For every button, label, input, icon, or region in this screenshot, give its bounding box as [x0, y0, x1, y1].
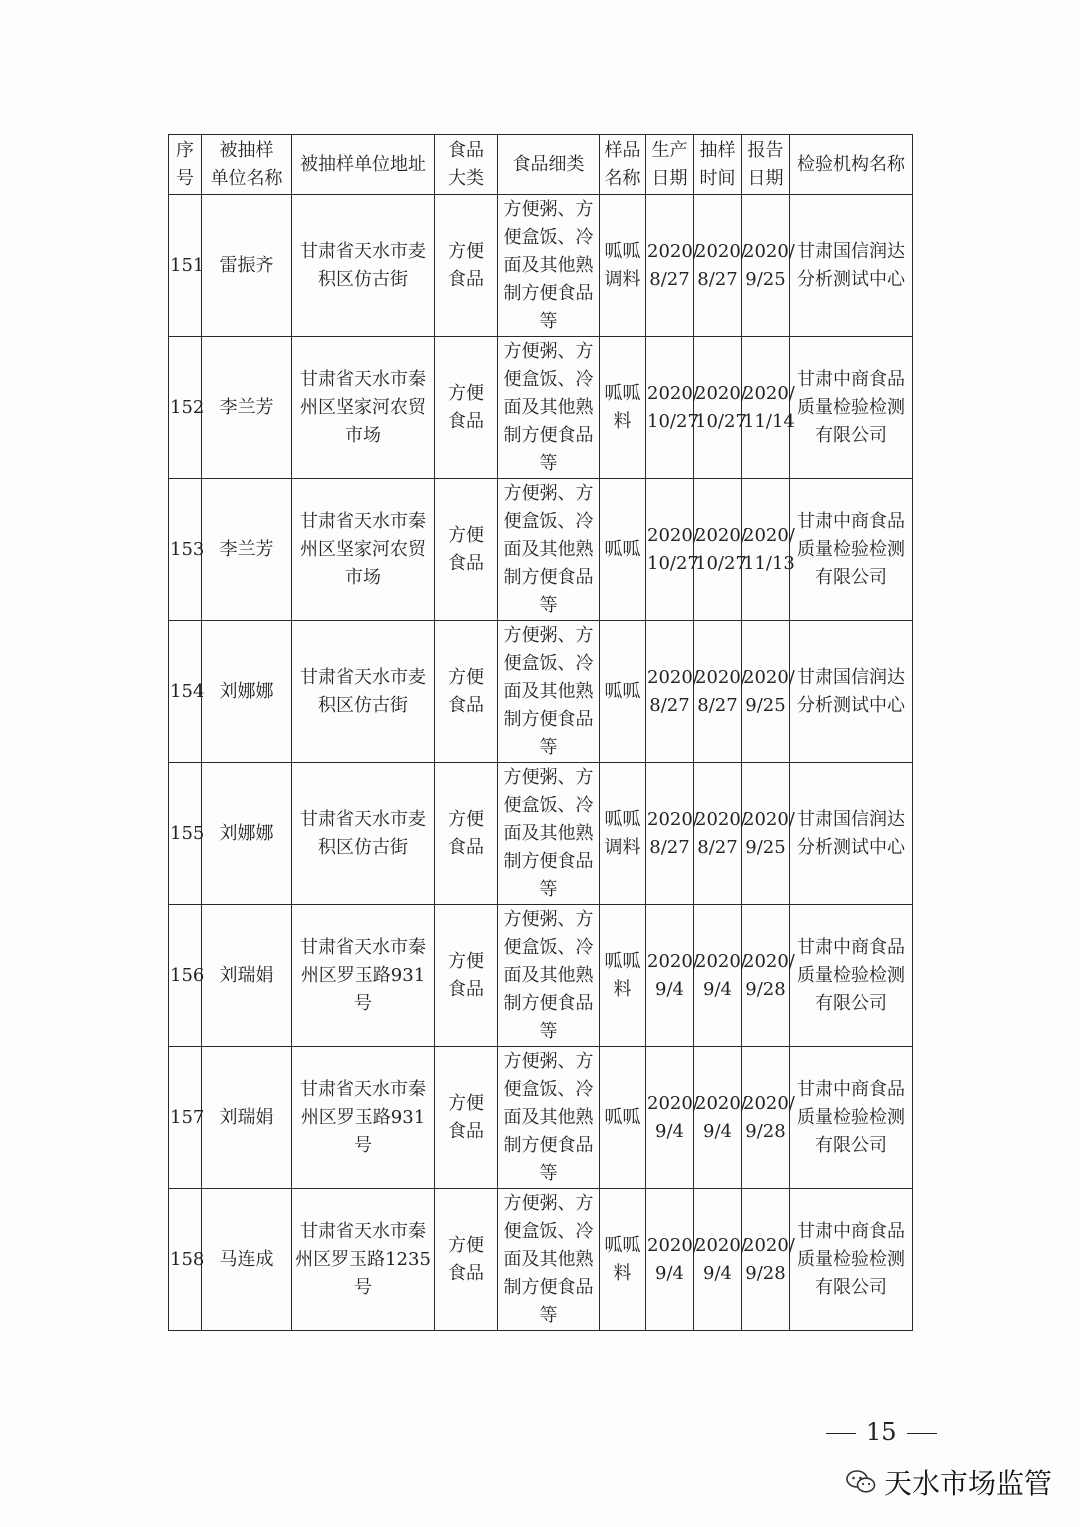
cell-report-date: 2020/ 9/25: [742, 621, 790, 763]
header-sampling-time: 抽样 时间: [694, 135, 742, 195]
cell-food-subcategory: 方便粥、方 便盒饭、冷 面及其他熟 制方便食品 等: [498, 195, 600, 337]
cell-production-date: 2020/ 10/27: [646, 479, 694, 621]
cell-sample-name: 呱呱: [600, 479, 646, 621]
header-unit-name: 被抽样 单位名称: [202, 135, 292, 195]
cell-sample-name: 呱呱 料: [600, 1189, 646, 1331]
cell-food-subcategory: 方便粥、方 便盒饭、冷 面及其他熟 制方便食品 等: [498, 621, 600, 763]
cell-lab-name: 甘肃国信润达 分析测试中心: [790, 621, 913, 763]
cell-report-date: 2020/ 9/28: [742, 1189, 790, 1331]
cell-report-date: 2020/ 9/25: [742, 195, 790, 337]
cell-sample-name: 呱呱 料: [600, 905, 646, 1047]
cell-sampling-time: 2020/ 9/4: [694, 905, 742, 1047]
cell-sample-name: 呱呱 调料: [600, 763, 646, 905]
cell-unit-name: 刘瑞娟: [202, 905, 292, 1047]
cell-seq: 155: [169, 763, 202, 905]
cell-food-subcategory: 方便粥、方 便盒饭、冷 面及其他熟 制方便食品 等: [498, 763, 600, 905]
header-seq: 序 号: [169, 135, 202, 195]
cell-production-date: 2020/ 9/4: [646, 905, 694, 1047]
cell-sampling-time: 2020/ 8/27: [694, 195, 742, 337]
cell-sample-name: 呱呱: [600, 1047, 646, 1189]
cell-unit-address: 甘肃省天水市秦 州区罗玉路1235 号: [292, 1189, 435, 1331]
wechat-icon: [846, 1469, 876, 1495]
cell-unit-name: 刘瑞娟: [202, 1047, 292, 1189]
header-unit-address: 被抽样单位地址: [292, 135, 435, 195]
header-production-date: 生产 日期: [646, 135, 694, 195]
cell-production-date: 2020/ 10/27: [646, 337, 694, 479]
table-header-row: [169, 135, 913, 195]
cell-sampling-time: 2020/ 10/27: [694, 337, 742, 479]
cell-unit-name: 雷振齐: [202, 195, 292, 337]
table-row: [169, 905, 913, 1047]
cell-unit-address: 甘肃省天水市麦 积区仿古街: [292, 763, 435, 905]
cell-sampling-time: 2020/ 8/27: [694, 763, 742, 905]
table-row: [169, 479, 913, 621]
cell-food-category: 方便 食品: [435, 621, 498, 763]
cell-production-date: 2020/ 9/4: [646, 1047, 694, 1189]
header-food-category: 食品 大类: [435, 135, 498, 195]
cell-sampling-time: 2020/ 10/27: [694, 479, 742, 621]
cell-unit-name: 马连成: [202, 1189, 292, 1331]
cell-report-date: 2020/ 11/14: [742, 337, 790, 479]
table-row: [169, 1047, 913, 1189]
table-row: [169, 621, 913, 763]
cell-food-category: 方便 食品: [435, 195, 498, 337]
cell-food-subcategory: 方便粥、方 便盒饭、冷 面及其他熟 制方便食品 等: [498, 905, 600, 1047]
cell-food-category: 方便 食品: [435, 337, 498, 479]
cell-report-date: 2020/ 9/25: [742, 763, 790, 905]
cell-unit-address: 甘肃省天水市秦 州区罗玉路931 号: [292, 905, 435, 1047]
cell-seq: 156: [169, 905, 202, 1047]
header-sample-name: 样品 名称: [600, 135, 646, 195]
cell-lab-name: 甘肃中商食品 质量检验检测 有限公司: [790, 905, 913, 1047]
cell-lab-name: 甘肃国信润达 分析测试中心: [790, 763, 913, 905]
table-row: [169, 763, 913, 905]
table-row: [169, 1189, 913, 1331]
cell-production-date: 2020/ 8/27: [646, 195, 694, 337]
cell-report-date: 2020/ 9/28: [742, 1047, 790, 1189]
cell-lab-name: 甘肃中商食品 质量检验检测 有限公司: [790, 1047, 913, 1189]
cell-lab-name: 甘肃中商食品 质量检验检测 有限公司: [790, 1189, 913, 1331]
cell-food-category: 方便 食品: [435, 905, 498, 1047]
cell-seq: 154: [169, 621, 202, 763]
cell-sample-name: 呱呱 料: [600, 337, 646, 479]
cell-lab-name: 甘肃国信润达 分析测试中心: [790, 195, 913, 337]
cell-sample-name: 呱呱 调料: [600, 195, 646, 337]
cell-unit-name: 刘娜娜: [202, 763, 292, 905]
table-row: [169, 195, 913, 337]
page-number: [816, 1418, 947, 1446]
watermark-brand: [846, 1462, 1052, 1502]
cell-unit-address: 甘肃省天水市麦 积区仿古街: [292, 195, 435, 337]
header-lab-name: 检验机构名称: [790, 135, 913, 195]
cell-lab-name: 甘肃中商食品 质量检验检测 有限公司: [790, 479, 913, 621]
cell-food-subcategory: 方便粥、方 便盒饭、冷 面及其他熟 制方便食品 等: [498, 1189, 600, 1331]
cell-food-subcategory: 方便粥、方 便盒饭、冷 面及其他熟 制方便食品 等: [498, 479, 600, 621]
cell-food-category: 方便 食品: [435, 479, 498, 621]
cell-seq: 157: [169, 1047, 202, 1189]
cell-sampling-time: 2020/ 8/27: [694, 621, 742, 763]
cell-food-category: 方便 食品: [435, 1189, 498, 1331]
page-number-value: 15: [866, 1418, 897, 1446]
cell-unit-name: 刘娜娜: [202, 621, 292, 763]
cell-report-date: 2020/ 9/28: [742, 905, 790, 1047]
cell-unit-name: 李兰芳: [202, 479, 292, 621]
cell-seq: 152: [169, 337, 202, 479]
cell-food-subcategory: 方便粥、方 便盒饭、冷 面及其他熟 制方便食品 等: [498, 337, 600, 479]
cell-food-category: 方便 食品: [435, 763, 498, 905]
cell-production-date: 2020/ 8/27: [646, 763, 694, 905]
cell-unit-address: 甘肃省天水市秦 州区坚家河农贸 市场: [292, 337, 435, 479]
cell-sampling-time: 2020/ 9/4: [694, 1047, 742, 1189]
header-report-date: 报告 日期: [742, 135, 790, 195]
cell-food-category: 方便 食品: [435, 1047, 498, 1189]
cell-seq: 158: [169, 1189, 202, 1331]
cell-food-subcategory: 方便粥、方 便盒饭、冷 面及其他熟 制方便食品 等: [498, 1047, 600, 1189]
sampling-results-table: [168, 134, 913, 1331]
cell-unit-address: 甘肃省天水市秦 州区坚家河农贸 市场: [292, 479, 435, 621]
cell-unit-address: 甘肃省天水市秦 州区罗玉路931 号: [292, 1047, 435, 1189]
cell-report-date: 2020/ 11/13: [742, 479, 790, 621]
cell-sampling-time: 2020/ 9/4: [694, 1189, 742, 1331]
cell-lab-name: 甘肃中商食品 质量检验检测 有限公司: [790, 337, 913, 479]
header-food-subcategory: 食品细类: [498, 135, 600, 195]
cell-seq: 153: [169, 479, 202, 621]
cell-seq: 151: [169, 195, 202, 337]
cell-unit-name: 李兰芳: [202, 337, 292, 479]
watermark-text: 天水市场监管: [884, 1467, 1053, 1500]
table-row: [169, 337, 913, 479]
cell-production-date: 2020/ 9/4: [646, 1189, 694, 1331]
cell-unit-address: 甘肃省天水市麦 积区仿古街: [292, 621, 435, 763]
cell-production-date: 2020/ 8/27: [646, 621, 694, 763]
cell-sample-name: 呱呱: [600, 621, 646, 763]
